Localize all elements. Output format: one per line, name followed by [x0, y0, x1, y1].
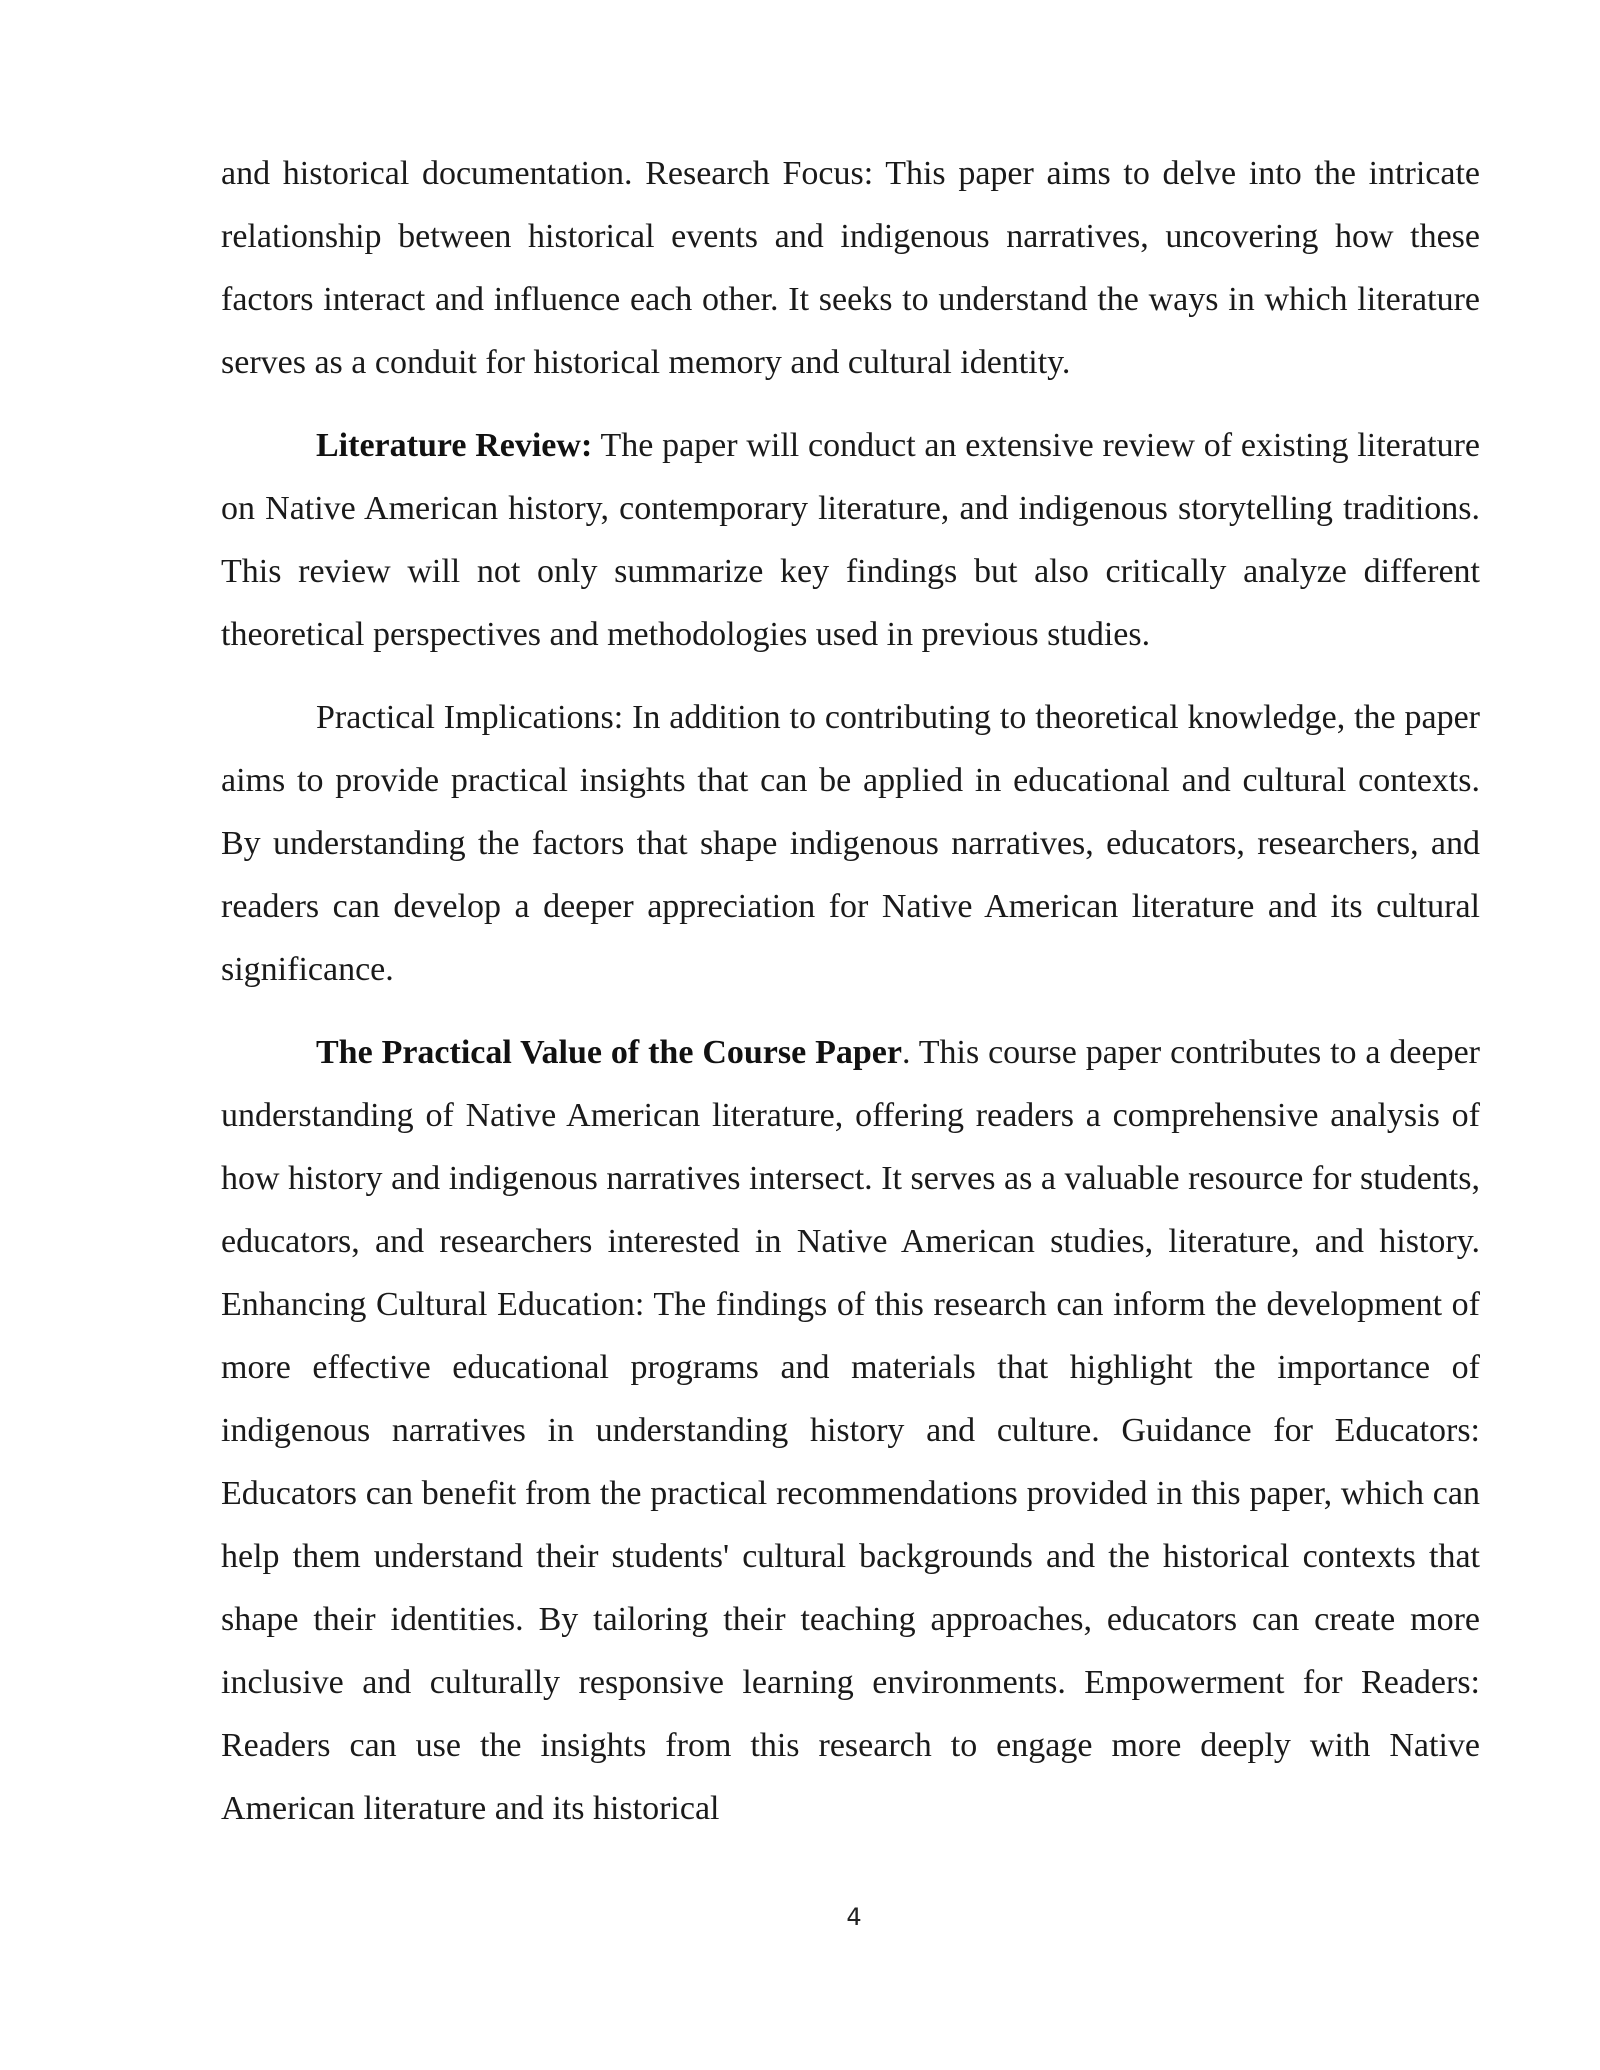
- paragraph-text: This course paper contributes to a deeper understanding of Native American literature, offering readers a comprehensive analysis of how history and indigenous narratives intersect. It serves as a valuable resource for students, educators, and researchers interested in Native American studies, literature, and history. Enhancing Cultural Education: The findings of this research can inform the development of more effective educational programs and materials that highlight the importance of indigenous narratives in understanding history and culture. Guidance for Educators: Educators can benefit from the practical recommendations provided in this paper, which can help them understand their students' cultural backgrounds and the historical contexts that shape their identities. By tailoring their teaching approaches, educators can create more inclusive and culturally responsive learning environments. Empowerment for Readers: Readers can use the insights from this research to engage more deeply with Native American literature and its historical: [221, 1034, 1480, 1827]
- paragraph-literature-review: [221, 414, 1480, 666]
- paragraph-continuation: [221, 142, 1480, 394]
- paragraph-text: The paper will conduct an extensive review of existing literature on Native American history, contemporary literature, and indigenous storytelling traditions. This review will not only summarize key findings but also critically analyze different theoretical perspectives and methodologies used in previous studies.: [221, 427, 1481, 653]
- paragraph-text: and historical documentation. Research Focus: This paper aims to delve into the intricate relationship between historical events and indigenous narratives, uncovering how these factors interact and influence each other. It seeks to understand the ways in which literature serves as a conduit for historical memory and cultural identity.: [221, 155, 1480, 381]
- page-number: 4: [846, 1903, 862, 1931]
- paragraph-practical-value: [221, 1021, 1480, 1840]
- body-text: [221, 142, 1480, 1860]
- paragraph-heading: The Practical Value of the Course Paper: [316, 1034, 902, 1071]
- heading-suffix: .: [901, 1034, 919, 1071]
- paragraph-heading: Literature Review:: [316, 427, 593, 464]
- paragraph-text: Practical Implications: In addition to contributing to theoretical knowledge, the paper aims to provide practical insights that can be applied in educational and cultural contexts. By understanding the factors that shape indigenous narratives, educators, researchers, and readers can develop a deeper appreciation for Native American literature and its cultural significance.: [221, 699, 1480, 988]
- paragraph-practical-implications: [221, 686, 1480, 1001]
